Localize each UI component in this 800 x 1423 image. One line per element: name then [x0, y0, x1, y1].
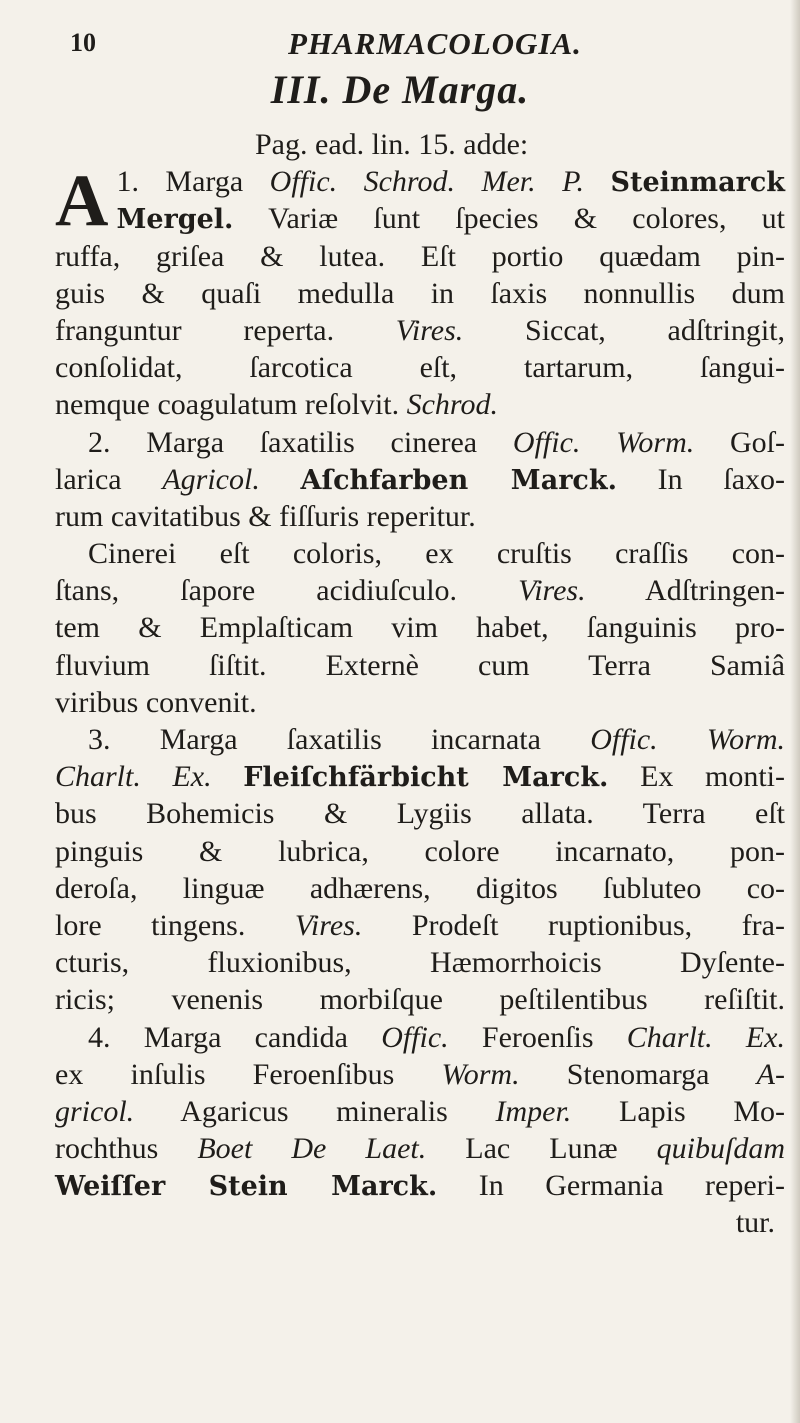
text-line: 3. Marga ſaxatilis incarnata Offic. Worm.	[88, 723, 786, 756]
text-line: Pag. ead. lin. 15. adde:	[255, 128, 529, 161]
drop-cap: A	[55, 160, 109, 243]
text-line: conſolidat, ſarcotica eſt, tartarum, ſangui-	[55, 351, 785, 385]
text-line: rum cavitatibus & fiſſuris reperitur.	[55, 499, 476, 533]
page-header	[70, 26, 790, 66]
text-line: larica Agricol. Aſchfarben Marck. In ſaxo-	[55, 462, 786, 496]
text-line: ruffa, griſea & lutea. Eſt portio quædam pin-	[55, 239, 785, 273]
page-edge-shadow	[790, 0, 800, 1423]
page-number: 10	[70, 28, 96, 57]
text-line: lore tingens. Vires. Prodeſt ruptionibus, fra-	[55, 908, 785, 942]
text-line: Mergel. Variæ ſunt ſpecies & colores, ut	[116, 202, 785, 236]
text-line: guis & quaſi medulla in ſaxis nonnullis dum	[55, 276, 785, 310]
text-line: tur.	[735, 1206, 775, 1240]
text-line: ex inſulis Feroenſibus Worm. Stenomarga A-	[55, 1057, 785, 1091]
body-text	[55, 126, 785, 1242]
text-line: fluvium ſiſtit. Externè cum Terra Samiâ	[55, 648, 785, 682]
text-line: 2. Marga ſaxatilis cinerea Offic. Worm. Goſ-	[88, 425, 786, 459]
text-line: franguntur reperta. Vires. Siccat, adſtringit,	[55, 313, 785, 347]
text-line: gricol. Agaricus mineralis Imper. Lapis Mo-	[55, 1094, 785, 1128]
text-line: viribus convenit.	[55, 685, 257, 719]
text-line: ſtans, ſapore acidiuſculo. Vires. Adſtringen-	[55, 574, 786, 608]
text-line: pinguis & lubrica, colore incarnato, pon-	[55, 834, 785, 868]
section-title: III. De Marga.	[270, 67, 530, 112]
text-line: A 1. Marga Offic. Schrod. Mer. P. Steinmarck	[55, 160, 785, 243]
text-line: ricis; venenis morbiſque peſtilentibus reſiſtit.	[55, 983, 785, 1017]
text-line: bus Bohemicis & Lygiis allata. Terra eſt	[55, 797, 785, 831]
text-line: tem & Emplaſticam vim habet, ſanguinis pro-	[55, 611, 785, 645]
text-line: rochthus Boet De Laet. Lac Lunæ quibuſdam	[55, 1132, 785, 1166]
text-line: cturis, fluxionibus, Hæmorrhoicis Dyſente-	[55, 946, 785, 980]
text-line: deroſa, linguæ adhærens, digitos ſubluteo co-	[55, 871, 785, 905]
text-line: nemque coagulatum reſolvit. Schrod.	[55, 388, 498, 422]
text-line: Weiſſer Stein Marck. In Germania reperi-	[55, 1169, 785, 1203]
text-line: 4. Marga candida Offic. Feroenſis Charlt. Ex.	[88, 1020, 785, 1054]
running-head: PHARMACOLOGIA.	[288, 26, 582, 61]
text-line: Cinerei eſt coloris, ex cruſtis craſſis con-	[88, 537, 785, 571]
text-line: Charlt. Ex. Fleiſchfärbicht Marck. Ex monti-	[55, 760, 785, 794]
